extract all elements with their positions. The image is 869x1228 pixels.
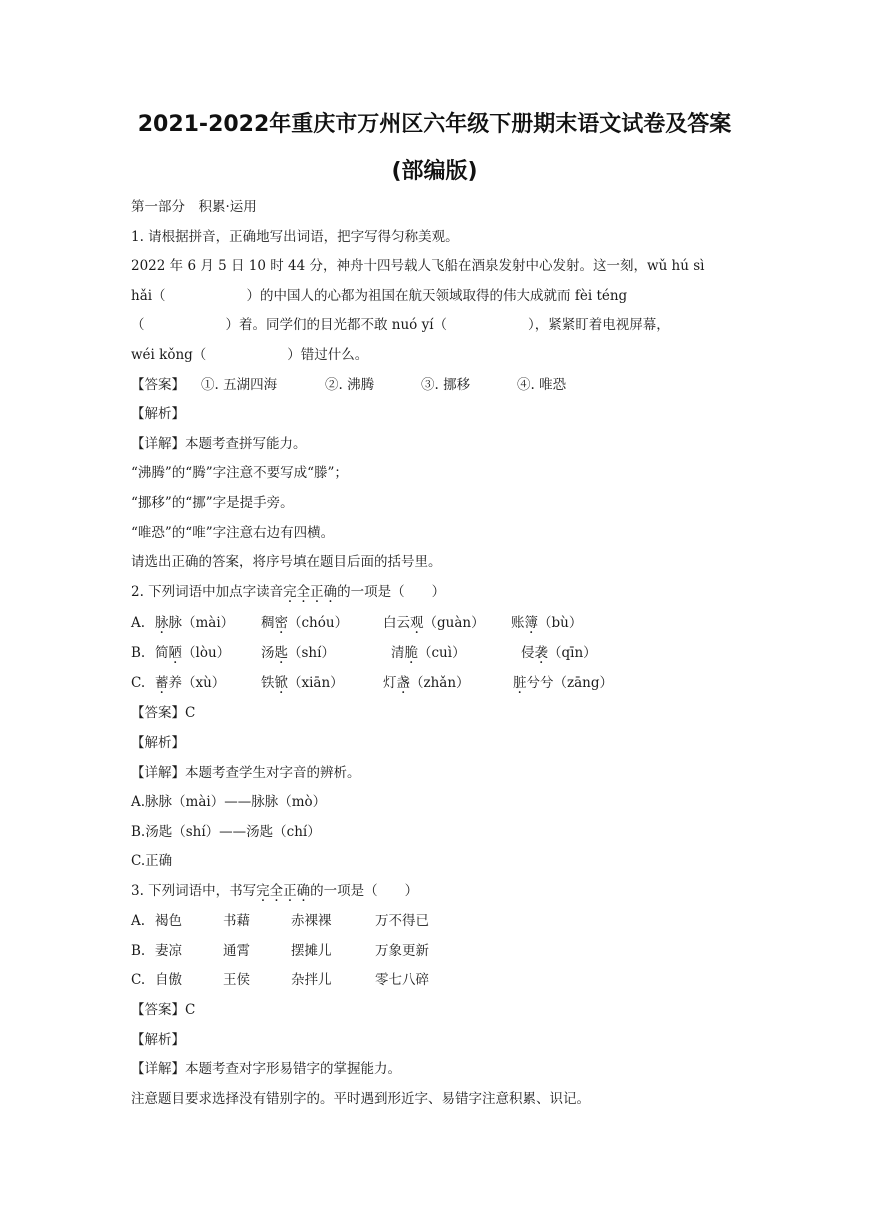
option-item: 汤匙（shí） xyxy=(261,645,335,661)
option-item: 赤裸裸 xyxy=(291,913,332,929)
answer-label: 【答案】 xyxy=(131,377,185,393)
q1-text-line-1: 2022 年 6 月 5 日 10 时 44 分，神舟十四号载人飞船在酒泉发射中心发射。这一刻，wǔ hú sì xyxy=(131,258,705,274)
q1-detail-line: “沸腾”的“腾”字注意不要写成“滕”； xyxy=(131,465,348,481)
q1-detail-line: “唯恐”的“唯”字注意右边有四横。 xyxy=(131,525,335,541)
option-item: 褐色 xyxy=(155,913,182,929)
q3-option-b: B. 妻凉 通霄 摆摊儿 万象更新 xyxy=(131,943,429,959)
option-item: 铁锨（xiān） xyxy=(261,675,344,691)
q1-text-line-4: wéi kǒng（ ）错过什么。 xyxy=(131,347,369,363)
q3-detail-line: 注意题目要求选择没有错别字的。平时遇到形近字、易错字注意积累、识记。 xyxy=(131,1091,590,1107)
option-item: 简陋（lòu） xyxy=(155,645,231,661)
q1-text-line-3: （ ）着。同学们的目光都不敢 nuó yí（ ），紧紧盯着电视屏幕， xyxy=(131,317,670,333)
q1-detail-line: “挪移”的“挪”字是提手旁。 xyxy=(131,495,294,511)
option-item: 摆摊儿 xyxy=(291,943,332,959)
option-item: 自傲 xyxy=(155,972,182,988)
q2-detail-line: B.汤匙（shí）——汤匙（chí） xyxy=(131,824,321,840)
option-item: 杂拌儿 xyxy=(291,972,332,988)
q2-option-a: A. 脉脉（mài） 稠密（chóu） 白云观（guàn） 账簿（bù） xyxy=(131,615,583,631)
answer-item: ①. 五湖四海 xyxy=(201,377,278,393)
q1-text-line-2: hǎi（ ）的中国人的心都为祖国在航天领域取得的伟大成就而 fèi téng xyxy=(131,288,628,304)
dotted-char: 全 xyxy=(296,584,311,600)
option-item: 账簿（bù） xyxy=(511,615,583,631)
option-item: 万象更新 xyxy=(375,943,429,959)
option-item: 蓄养（xù） xyxy=(155,675,226,691)
q2-answer: 【答案】C xyxy=(131,705,196,721)
option-item: 清脆（cuì） xyxy=(391,645,466,661)
q3-option-c: C. 自傲 王侯 杂拌儿 零七八碎 xyxy=(131,972,429,988)
option-item: 稠密（chóu） xyxy=(261,615,349,631)
dotted-char: 完 xyxy=(283,584,297,600)
option-item: 零七八碎 xyxy=(375,972,429,988)
q3-answer: 【答案】C xyxy=(131,1002,196,1018)
dotted-char: 全 xyxy=(269,883,284,899)
option-item: 脉脉（mài） xyxy=(155,615,235,631)
dotted-char: 确 xyxy=(323,584,338,600)
option-item: 白云观（guàn） xyxy=(383,615,485,631)
q2-option-c: C. 蓄养（xù） 铁锨（xiān） 灯盏（zhǎn） 脏兮兮（zāng） xyxy=(131,675,613,691)
option-item: 王侯 xyxy=(223,972,250,988)
answer-item: ②. 沸腾 xyxy=(325,377,375,393)
dotted-char: 正 xyxy=(310,584,324,600)
q2-option-b: B. 简陋（lòu） 汤匙（shí） 清脆（cuì） 侵袭（qīn） xyxy=(131,645,597,661)
q3-analysis: 【解析】 xyxy=(131,1032,185,1048)
dotted-char: 正 xyxy=(283,883,297,899)
answer-item: ③. 挪移 xyxy=(421,377,471,393)
q2-detail: 【详解】本题考查学生对字音的辨析。 xyxy=(131,765,361,781)
q3-option-a: A. 褐色 书藉 赤裸裸 万不得已 xyxy=(131,913,429,929)
option-item: 侵袭（qīn） xyxy=(521,645,597,661)
answer-item: ④. 唯恐 xyxy=(517,377,567,393)
option-item: 万不得已 xyxy=(375,913,429,929)
document-subtitle: (部编版) xyxy=(391,159,478,184)
part-heading: 第一部分 积累·运用 xyxy=(131,199,257,215)
q2-analysis: 【解析】 xyxy=(131,735,185,751)
q3-stem: 3. 下列词语中，书写完全正确的一项是（ ） xyxy=(131,883,419,899)
q2-stem: 2. 下列词语中加点字读音完全正确的一项是（ ） xyxy=(131,584,446,600)
q1-stem: 1. 请根据拼音，正确地写出词语，把字写得匀称美观。 xyxy=(131,229,459,245)
option-item: 书藉 xyxy=(223,913,250,929)
dotted-char: 完 xyxy=(256,883,270,899)
q1-answer xyxy=(131,376,751,394)
q2-detail-line: C.正确 xyxy=(131,853,173,869)
option-item: 妻凉 xyxy=(155,943,182,959)
q1-detail-line: 请选出正确的答案，将序号填在题目后面的括号里。 xyxy=(131,554,442,570)
q1-detail: 【详解】本题考查拼写能力。 xyxy=(131,436,307,452)
q1-analysis: 【解析】 xyxy=(131,406,185,422)
option-item: 通霄 xyxy=(223,943,250,959)
option-item: 脏兮兮（zāng） xyxy=(513,675,613,691)
q3-detail: 【详解】本题考查对字形易错字的掌握能力。 xyxy=(131,1061,401,1077)
option-item: 灯盏（zhǎn） xyxy=(383,675,470,691)
q2-detail-line: A.脉脉（mài）——脉脉（mò） xyxy=(131,794,327,810)
dotted-char: 确 xyxy=(296,883,311,899)
document-title: 2021-2022年重庆市万州区六年级下册期末语文试卷及答案 xyxy=(137,112,732,137)
